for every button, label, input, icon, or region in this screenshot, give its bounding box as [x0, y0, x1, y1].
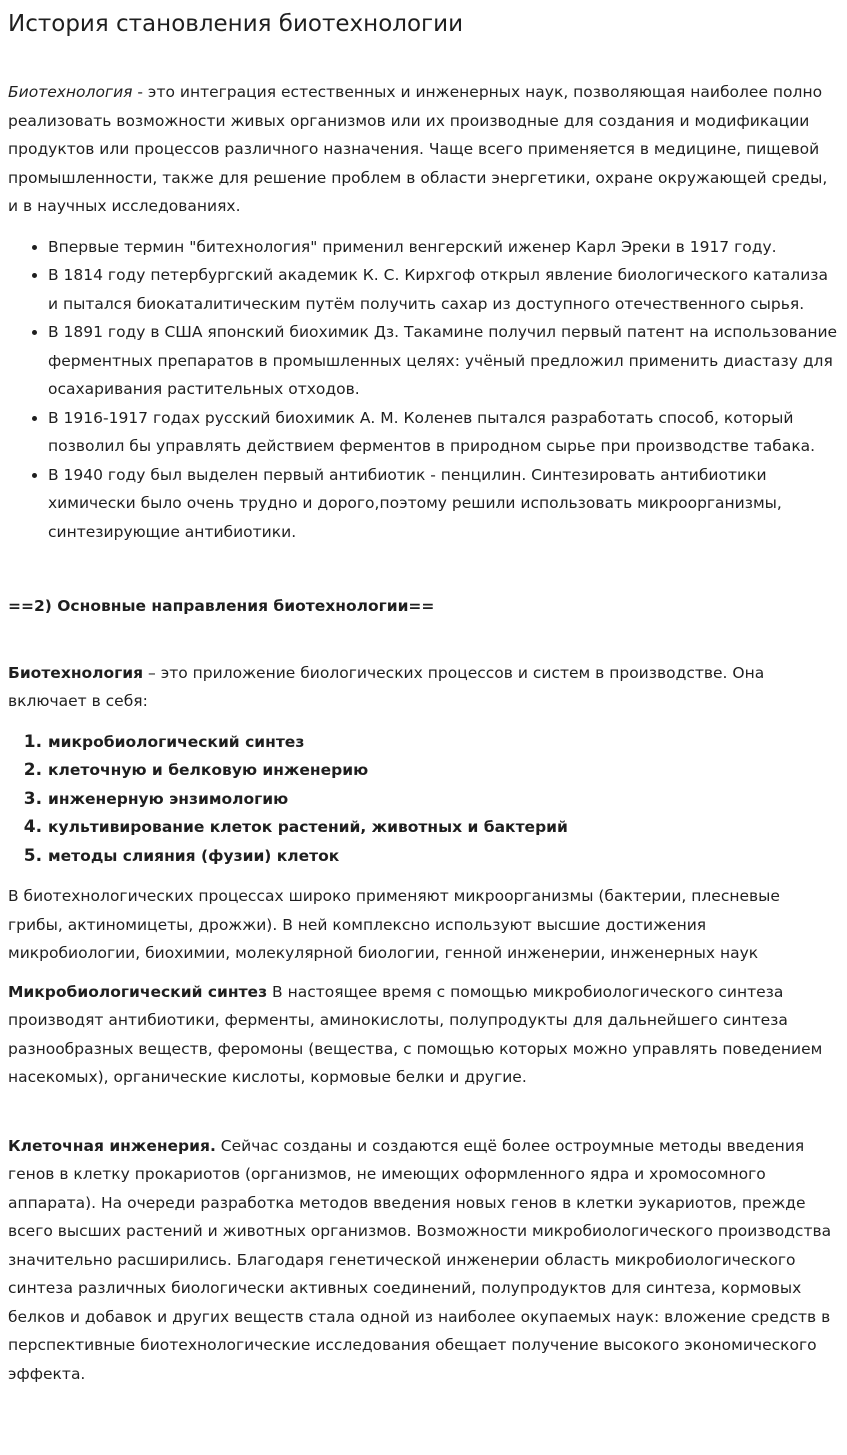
list-item: 5. методы слияния (фузии) клеток: [48, 842, 839, 871]
micro-synthesis-term: Микробиологический синтез: [8, 982, 268, 1001]
section-heading: ==2) Основные направления биотехнологии==: [8, 597, 435, 615]
list-item: • В 1940 году был выделен первый антибиотик - пенцилин. Синтезировать антибиотики химически было очень трудно и дорого,поэтому решили использовать микроорганизмы, синтезирующие антибиотики.: [48, 461, 839, 547]
list-item: • В 1891 году в США японский биохимик Дз. Такамине получил первый патент на использование ферментных препаратов в промышленных целях: учёный предложил применить диастазу для осахаривания растительных отходов.: [48, 318, 839, 404]
cell-engineering-paragraph: [8, 1132, 839, 1389]
definition-paragraph: [8, 659, 839, 716]
micro-synthesis-paragraph: [8, 978, 839, 1092]
bio-processes-paragraph: В биотехнологических процессах широко применяют микроорганизмы (бактерии, плесневые грибы, актиномицеты, дрожжи). В ней комплексно используют высшие достижения микробиологии, биохимии, молекулярной биологии, генной инженерии, инженерных наук: [8, 887, 780, 962]
cell-engineering-term: Клеточная инженерия.: [8, 1136, 216, 1155]
cell-engineering-text: Сейчас созданы и создаются ещё более остроумные методы введения генов в клетку прокариотов (организмов, не имеющих оформленного ядра и хромосомного аппарата). На очереди разработка методов введения новых генов в клетки эукариотов, прежде всего высших растений и животных организмов. Возможности микробиологического производства значительно расширились. Благодаря генетической инженерии область микробиологического синтеза различных биологически активных соединений, полупродуктов для синтеза, кормовых белков и добавок и других веществ стала одной из наиболее окупаемых наук: вложение средств в перспективные биотехнологические исследования обещает получение высокого экономического эффекта.: [8, 1136, 832, 1383]
list-item: • В 1916-1917 годах русский биохимик А. М. Коленев пытался разработать способ, который позволил бы управлять действием ферментов в природном сырье при производстве табака.: [48, 404, 839, 461]
history-list: [8, 233, 839, 547]
definition-term: Биотехнология: [8, 663, 144, 682]
list-item: 3. инженерную энзимологию: [48, 785, 839, 814]
intro-paragraph: [8, 78, 839, 221]
micro-synthesis-text: В настоящее время с помощью микробиологического синтеза производят антибиотики, ферменты, аминокислоты, полупродукты для дальнейшего синтеза разнообразных веществ, феромоны (вещества, с помощью которых можно управлять поведением насекомых), органические кислоты, кормовые белки и другие.: [8, 982, 823, 1086]
list-item: • В 1814 году петербургский академик К. С. Кирхгоф открыл явление биологического катализа и пытался биокаталитическим путём получить сахар из доступного отечественного сырья.: [48, 261, 839, 318]
intro-term: Биотехнология: [8, 83, 133, 101]
definition-text: – это приложение биологических процессов и систем в производстве. Она включает в себя:: [8, 663, 765, 710]
directions-list: [8, 728, 839, 871]
list-item: 2. клеточную и белковую инженерию: [48, 756, 839, 785]
intro-text: - это интеграция естественных и инженерных наук, позволяющая наиболее полно реализовать возможности живых организмов или их производные для создания и модификации продуктов или процессов различного назначения. Чаще всего применяется в медицине, пищевой промышленности, также для решение проблем в области энергетики, охране окружающей среды, и в научных исследованиях.: [8, 83, 828, 215]
list-item: 1. микробиологический синтез: [48, 728, 839, 757]
page-title: История становления биотехнологии: [8, 11, 464, 37]
list-item: • Впервые термин "битехнология" применил венгерский иженер Карл Эреки в 1917 году.: [48, 233, 839, 262]
list-item: 4. культивирование клеток растений, животных и бактерий: [48, 813, 839, 842]
